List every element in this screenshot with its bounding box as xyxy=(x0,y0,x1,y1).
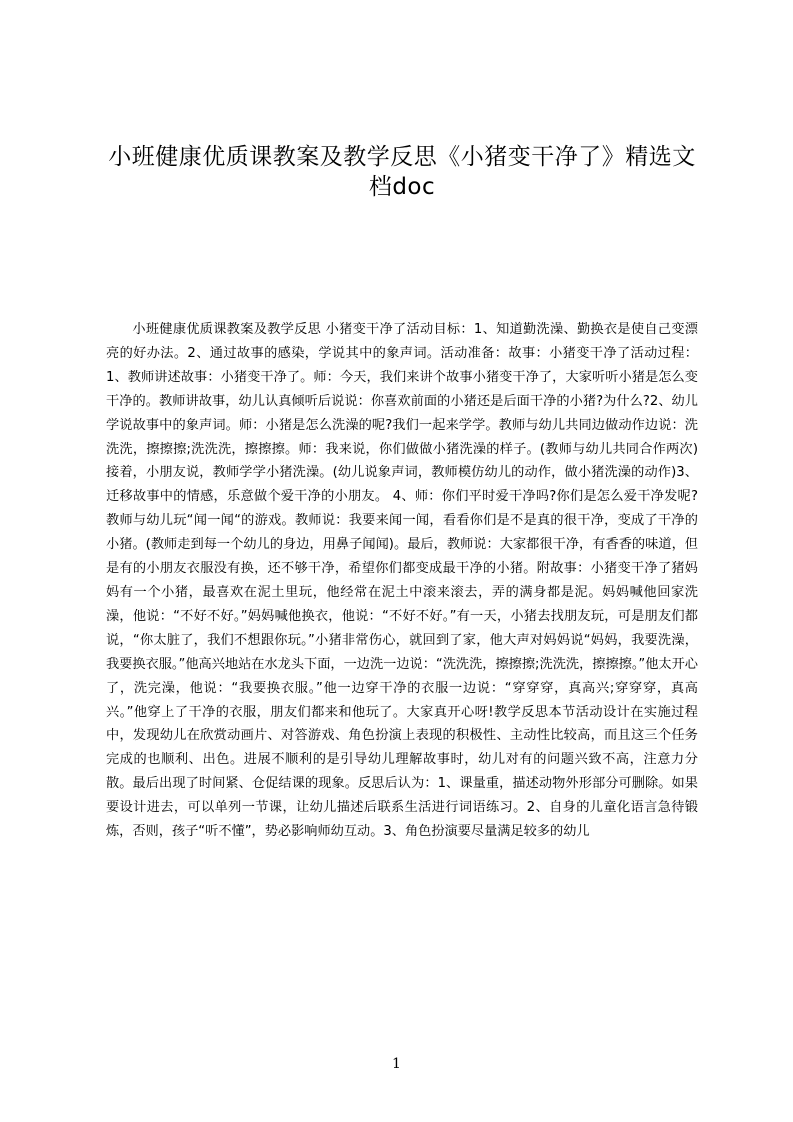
document-body-text: 小班健康优质课教案及教学反思 小猪变干净了活动目标：1、知道勤洗澡、勤换衣是使自己变漂亮的好办法。2、通过故事的感染，学说其中的象声词。活动准备：故事：小猪变干净了活动过程：1、教师讲述故事：小猪变干净了。师：今天，我们来讲个故事小猪变干净了，大家听听小猪是怎么变干净的。教师讲故事，幼儿认真倾听后说说：你喜欢前面的小猪还是后面干净的小猪?为什么?2、幼儿学说故事中的象声词。师：小猪是怎么洗澡的呢?我们一起来学学。教师与幼儿共同边做动作边说：洗洗洗，擦擦擦;洗洗洗，擦擦擦。师：我来说，你们做做小猪洗澡的样子。(教师与幼儿共同合作两次)接着，小朋友说，教师学学小猪洗澡。(幼儿说象声词，教师模仿幼儿的动作，做小猪洗澡的动作)3、迁移故事中的情感，乐意做个爱干净的小朋友。 4、师：你们平时爱干净吗?你们是怎么爱干净发呢?教师与幼儿玩“闻一闻“的游戏。教师说：我要来闻一闻，看看你们是不是真的很干净，变成了干净的小猪。(教师走到每一个幼儿的身边，用鼻子闻闻)。最后，教师说：大家都很干净，有香香的味道，但是有的小朋友衣服没有换，还不够干净，希望你们都变成最干净的小猪。附故事：小猪变干净了猪妈妈有一个小猪，最喜欢在泥土里玩，他经常在泥土中滚来滚去，弄的满身都是泥。妈妈喊他回家洗澡，他说：“不好不好。”妈妈喊他换衣，他说：“不好不好。”有一天，小猪去找朋友玩，可是朋友们都说，“你太脏了，我们不想跟你玩。”小猪非常伤心，就回到了家，他大声对妈妈说“妈妈，我要洗澡，我要换衣服。”他高兴地站在水龙头下面，一边洗一边说：“洗洗洗，擦擦擦;洗洗洗，擦擦擦。”他太开心了，洗完澡，他说：“我要换衣服。”他一边穿干净的衣服一边说：“穿穿穿，真高兴;穿穿穿，真高兴。”他穿上了干净的衣服，朋友们都来和他玩了。大家真开心呀!教学反思本节活动设计在实施过程中，发现幼儿在欣赏动画片、对答游戏、角色扮演上表现的积极性、主动性比较高，而且这三个任务完成的也顺利、出色。进展不顺利的是引导幼儿理解故事时，幼儿对有的问题兴致不高，注意力分散。最后出现了时间紧、仓促结课的现象。反思后认为：1、课量重，描述动物外形部分可删除。如果要设计进去，可以单列一节课，让幼儿描述后联系生活进行词语练习。2、自身的儿童化语言急待锻炼，否则，孩子“听不懂”，势必影响师幼互动。3、角色扮演要尽量满足较多的幼儿 xyxy=(106,322,698,840)
document-title: 小班健康优质课教案及教学反思《小猪变干净了》精选文档doc xyxy=(108,144,696,200)
page-number: 1 xyxy=(392,1056,401,1072)
